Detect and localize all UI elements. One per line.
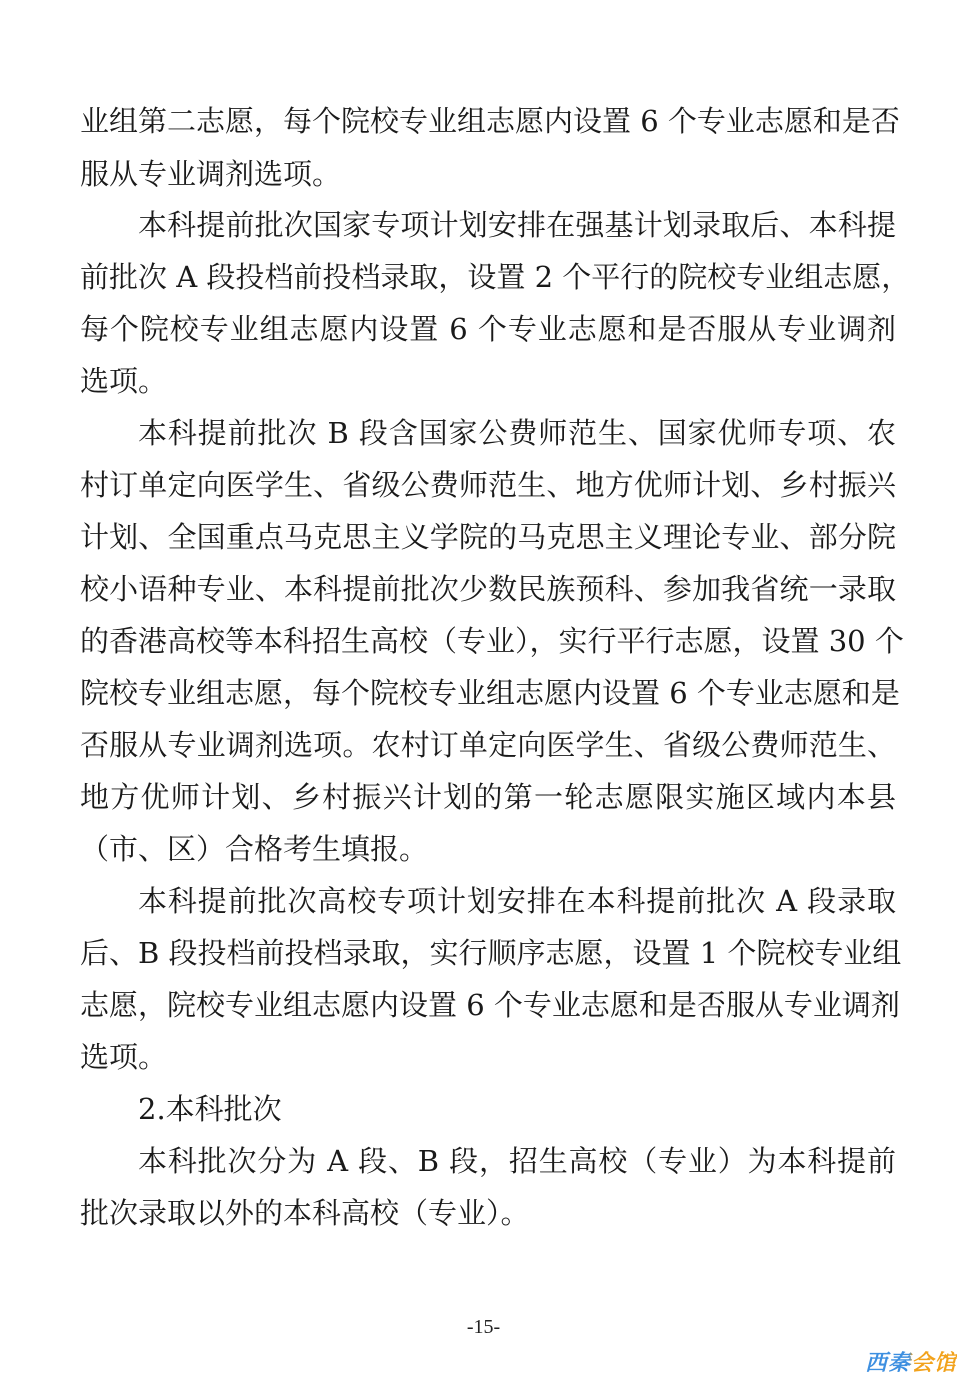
paragraph-line: 后、B 段投档前投档录取，实行顺序志愿，设置 1 个院校专业组	[80, 936, 902, 970]
paragraph-line: 本科提前批次 B 段含国家公费师范生、国家优师专项、农	[138, 416, 896, 450]
paragraph-line: 院校专业组志愿，每个院校专业组志愿内设置 6 个专业志愿和是	[80, 676, 900, 710]
paragraph-line: 每个院校专业组志愿内设置 6 个专业志愿和是否服从专业调剂	[80, 312, 896, 346]
paragraph-line: 本科提前批次国家专项计划安排在强基计划录取后、本科提	[138, 208, 896, 242]
paragraph-line: 志愿，院校专业组志愿内设置 6 个专业志愿和是否服从专业调剂	[80, 988, 900, 1022]
page-number: -15-	[466, 1316, 501, 1338]
paragraph-line: 选项。	[80, 364, 168, 398]
paragraph-line: （市、区）合格考生填报。	[80, 832, 429, 866]
paragraph-line: 否服从专业调剂选项。农村订单定向医学生、省级公费师范生、	[80, 728, 896, 762]
paragraph-line: 村订单定向医学生、省级公费师范生、地方优师计划、乡村振兴	[80, 468, 896, 502]
paragraph-line: 地方优师计划、乡村振兴计划的第一轮志愿限实施区域内本县	[80, 780, 896, 814]
paragraph-line: 选项。	[80, 1040, 168, 1074]
paragraph-line: 业组第二志愿，每个院校专业组志愿内设置 6 个专业志愿和是否	[80, 104, 900, 138]
paragraph-line: 前批次 A 段投档前投档录取，设置 2 个平行的院校专业组志愿，	[80, 260, 911, 294]
paragraph-line: 计划、全国重点马克思主义学院的马克思主义理论专业、部分院	[80, 520, 896, 554]
watermark-logo: 西秦会馆	[865, 1346, 957, 1377]
paragraph-line: 校小语种专业、本科提前批次少数民族预科、参加我省统一录取	[80, 572, 896, 606]
paragraph-line: 本科批次分为 A 段、B 段，招生高校（专业）为本科提前	[138, 1144, 896, 1178]
paragraph-line: 服从专业调剂选项。	[80, 157, 342, 191]
paragraph-line: 本科提前批次高校专项计划安排在本科提前批次 A 段录取	[138, 884, 896, 918]
section-heading: 2.本科批次	[138, 1092, 282, 1126]
paragraph-line: 的香港高校等本科招生高校（专业），实行平行志愿，设置 30 个	[80, 624, 904, 658]
paragraph-line: 批次录取以外的本科高校（专业）。	[80, 1196, 530, 1230]
